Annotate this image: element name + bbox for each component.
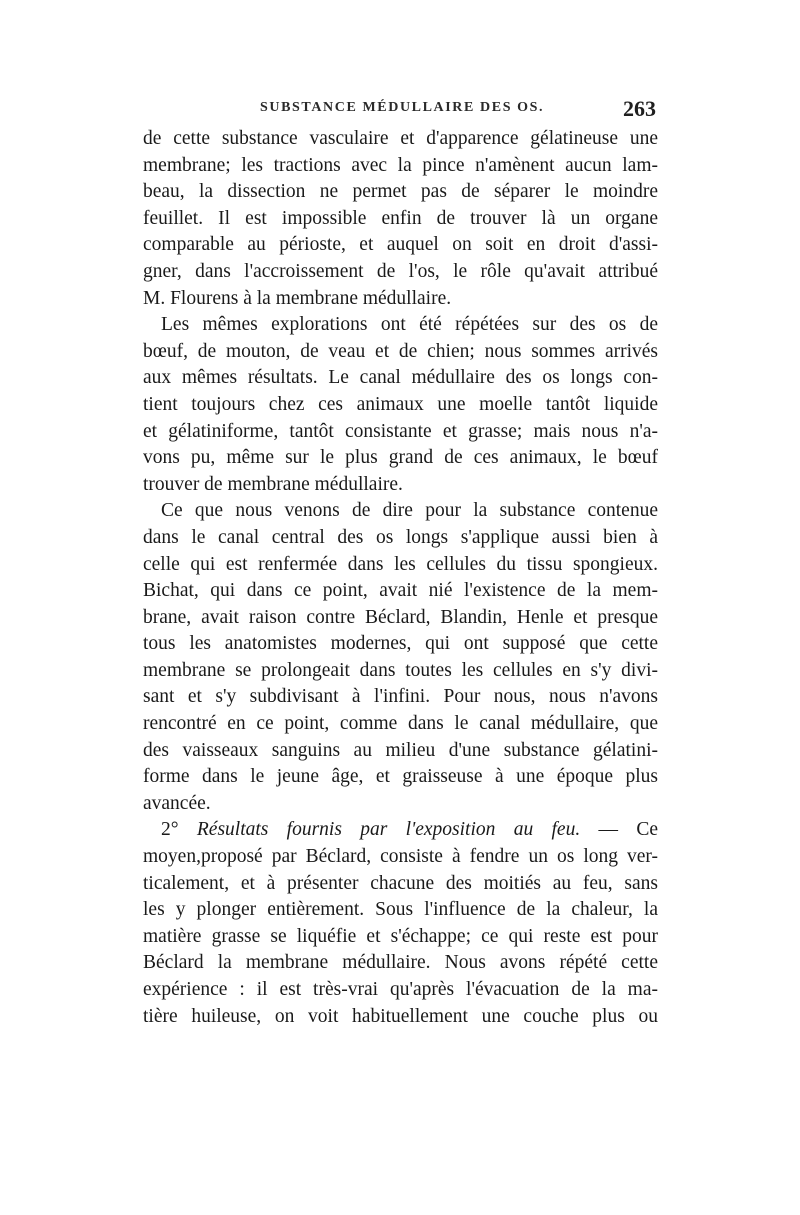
text-line: membrane se prolongeait dans toutes les cellules en s'y divi-: [143, 659, 658, 681]
running-head: [143, 96, 658, 126]
text-line: celle qui est renfermée dans les cellules du tissu spongieux.: [143, 553, 658, 575]
text-line: sant et s'y subdivisant à l'infini. Pour nous, nous n'avons: [143, 686, 658, 708]
text-line: brane, avait raison contre Béclard, Blandin, Henle et presque: [143, 606, 658, 628]
text-line: avancée.: [143, 792, 211, 814]
text-line: aux mêmes résultats. Le canal médullaire des os longs con-: [143, 367, 658, 389]
section-heading: Résultats fournis par l'exposition au feu.: [196, 819, 581, 841]
text-line: matière grasse se liquéfie et s'échappe; ce qui reste est pour: [143, 925, 658, 947]
text-line: Béclard la membrane médullaire. Nous avons répété cette: [143, 952, 658, 974]
body-text: [143, 126, 658, 1030]
section-dash-text: — Ce: [598, 819, 658, 841]
running-title: SUBSTANCE MÉDULLAIRE DES OS.: [260, 100, 545, 115]
text-line: Les mêmes explorations ont été répétées sur des os de: [161, 314, 658, 336]
text-line: feuillet. Il est impossible enfin de trouver là un organe: [143, 207, 658, 229]
text-line: tous les anatomistes modernes, qui ont supposé que cette: [143, 633, 658, 655]
text-line: membrane; les tractions avec la pince n'amènent aucun lam-: [143, 154, 658, 176]
text-line: Bichat, qui dans ce point, avait nié l'existence de la mem-: [143, 580, 658, 602]
text-line: des vaisseaux sanguins au milieu d'une substance gélatini-: [143, 739, 658, 761]
text-line: tière huileuse, on voit habituellement une couche plus ou: [143, 1005, 658, 1027]
text-line: Ce que nous venons de dire pour la substance contenue: [161, 500, 658, 522]
book-page: [143, 96, 658, 1030]
text-line: beau, la dissection ne permet pas de séparer le moindre: [143, 181, 658, 203]
text-line: les y plonger entièrement. Sous l'influence de la chaleur, la: [143, 899, 658, 921]
text-line: forme dans le jeune âge, et graisseuse à une époque plus: [143, 766, 658, 788]
text-line: bœuf, de mouton, de veau et de chien; nous sommes arrivés: [143, 340, 658, 362]
section-number: 2°: [161, 819, 179, 841]
text-line: dans le canal central des os longs s'applique aussi bien à: [143, 526, 658, 548]
text-line: ticalement, et à présenter chacune des moitiés au feu, sans: [143, 872, 658, 894]
text-line: vons pu, même sur le plus grand de ces animaux, le bœuf: [143, 447, 658, 469]
text-line: tient toujours chez ces animaux une moelle tantôt liquide: [143, 393, 658, 415]
text-line: gner, dans l'accroissement de l'os, le rôle qu'avait attribué: [143, 260, 658, 282]
section-heading-line: [143, 817, 658, 844]
text-line: comparable au périoste, et auquel on soit en droit d'assi-: [143, 234, 658, 256]
text-line: expérience : il est très-vrai qu'après l'évacuation de la ma-: [143, 979, 658, 1000]
text-line: moyen,proposé par Béclard, consiste à fendre un os long ver-: [143, 846, 658, 868]
text-line: et gélatiniforme, tantôt consistante et grasse; mais nous n'a-: [143, 420, 658, 442]
text-line: M. Flourens à la membrane médullaire.: [143, 287, 452, 309]
text-line: trouver de membrane médullaire.: [143, 473, 403, 495]
page-number: 263: [623, 96, 656, 121]
text-line: rencontré en ce point, comme dans le canal médullaire, que: [143, 713, 658, 735]
text-line: de cette substance vasculaire et d'apparence gélatineuse une: [143, 128, 658, 149]
